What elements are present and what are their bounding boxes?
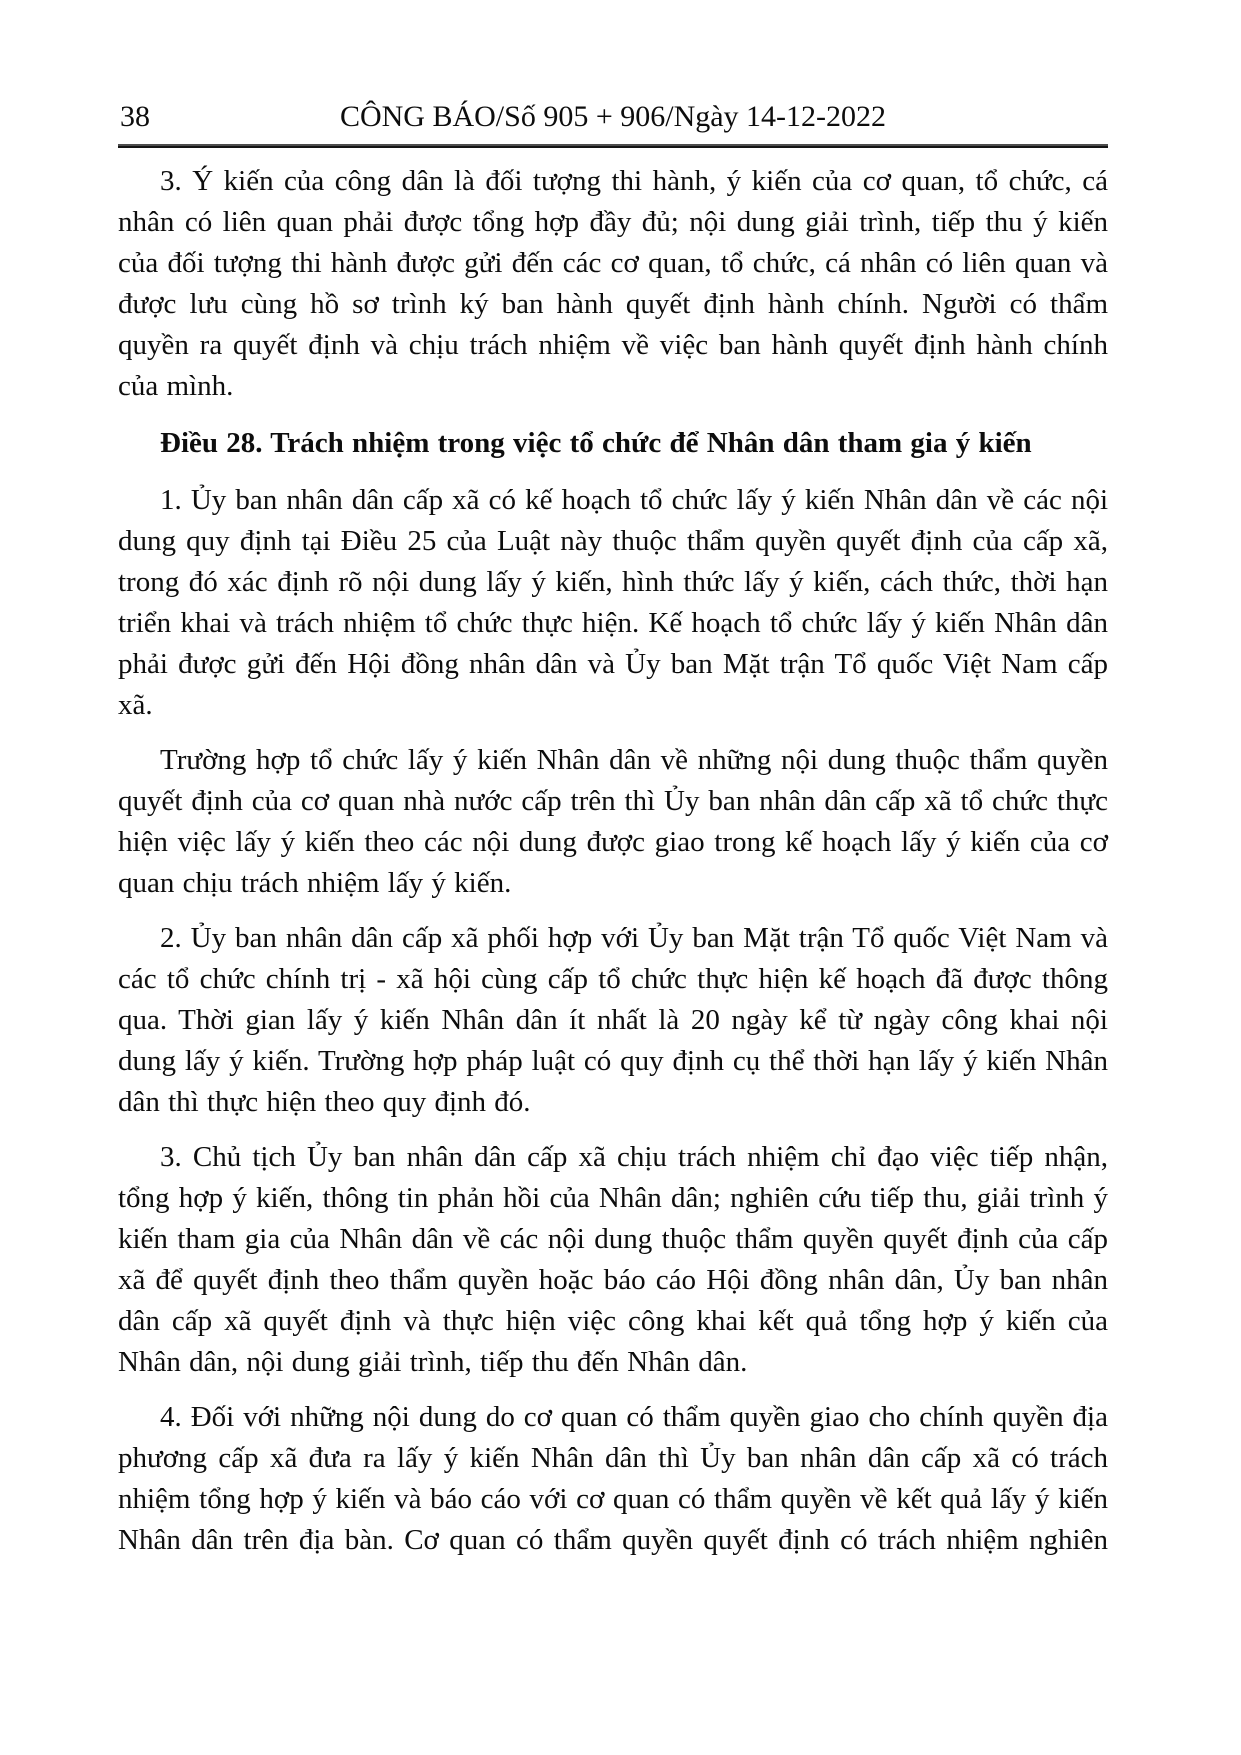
paragraph: 2. Ủy ban nhân dân cấp xã phối hợp với Ủy ban Mặt trận Tổ quốc Việt Nam và các tổ chức chính trị - xã hội cùng cấp tổ chức thực hiện kế hoạch đã được thông qua. Thời gian lấy ý kiến Nhân dân ít nhất là 20 ngày kể từ ngày công khai nội dung lấy ý kiến. Trường hợp pháp luật có quy định cụ thể thời hạn lấy ý kiến Nhân dân thì thực hiện theo quy định đó. bbox=[118, 922, 1108, 1118]
paragraph: 3. Chủ tịch Ủy ban nhân dân cấp xã chịu trách nhiệm chỉ đạo việc tiếp nhận, tổng hợp ý kiến, thông tin phản hồi của Nhân dân; nghiên cứu tiếp thu, giải trình ý kiến tham gia của Nhân dân về các nội dung thuộc thẩm quyền quyết định của cấp xã để quyết định theo thẩm quyền hoặc báo cáo Hội đồng nhân dân, Ủy ban nhân dân cấp xã quyết định và thực hiện việc công khai kết quả tổng hợp ý kiến của Nhân dân, nội dung giải trình, tiếp thu đến Nhân dân. bbox=[118, 1141, 1108, 1378]
document-body bbox=[118, 161, 1108, 1561]
page-header bbox=[118, 100, 1108, 136]
paragraph: 1. Ủy ban nhân dân cấp xã có kế hoạch tổ chức lấy ý kiến Nhân dân về các nội dung quy định tại Điều 25 của Luật này thuộc thẩm quyền quyết định của cấp xã, trong đó xác định rõ nội dung lấy ý kiến, hình thức lấy ý kiến, cách thức, thời hạn triển khai và trách nhiệm tổ chức thực hiện. Kế hoạch tổ chức lấy ý kiến Nhân dân phải được gửi đến Hội đồng nhân dân và Ủy ban Mặt trận Tổ quốc Việt Nam cấp xã. bbox=[118, 484, 1108, 721]
paragraph: Trường hợp tổ chức lấy ý kiến Nhân dân về những nội dung thuộc thẩm quyền quyết định của cơ quan nhà nước cấp trên thì Ủy ban nhân dân cấp xã tổ chức thực hiện việc lấy ý kiến theo các nội dung được giao trong kế hoạch lấy ý kiến của cơ quan chịu trách nhiệm lấy ý kiến. bbox=[118, 744, 1108, 899]
article-heading: Điều 28. Trách nhiệm trong việc tổ chức để Nhân dân tham gia ý kiến bbox=[160, 427, 1032, 459]
header-title: CÔNG BÁO/Số 905 + 906/Ngày 14-12-2022 bbox=[339, 100, 887, 133]
page-number: 38 bbox=[120, 100, 150, 133]
header-divider bbox=[118, 144, 1108, 148]
paragraph: 3. Ý kiến của công dân là đối tượng thi hành, ý kiến của cơ quan, tổ chức, cá nhân có liên quan phải được tổng hợp đầy đủ; nội dung giải trình, tiếp thu ý kiến của đối tượng thi hành được gửi đến các cơ quan, tổ chức, cá nhân có liên quan và được lưu cùng hồ sơ trình ký ban hành quyết định hành chính. Người có thẩm quyền ra quyết định và chịu trách nhiệm về việc ban hành quyết định hành chính của mình. bbox=[118, 165, 1108, 402]
paragraph: 4. Đối với những nội dung do cơ quan có thẩm quyền giao cho chính quyền địa phương cấp xã đưa ra lấy ý kiến Nhân dân thì Ủy ban nhân dân cấp xã có trách nhiệm tổng hợp ý kiến và báo cáo với cơ quan có thẩm quyền về kết quả lấy ý kiến Nhân dân trên địa bàn. Cơ quan có thẩm quyền quyết định có trách nhiệm nghiên bbox=[118, 1401, 1108, 1556]
